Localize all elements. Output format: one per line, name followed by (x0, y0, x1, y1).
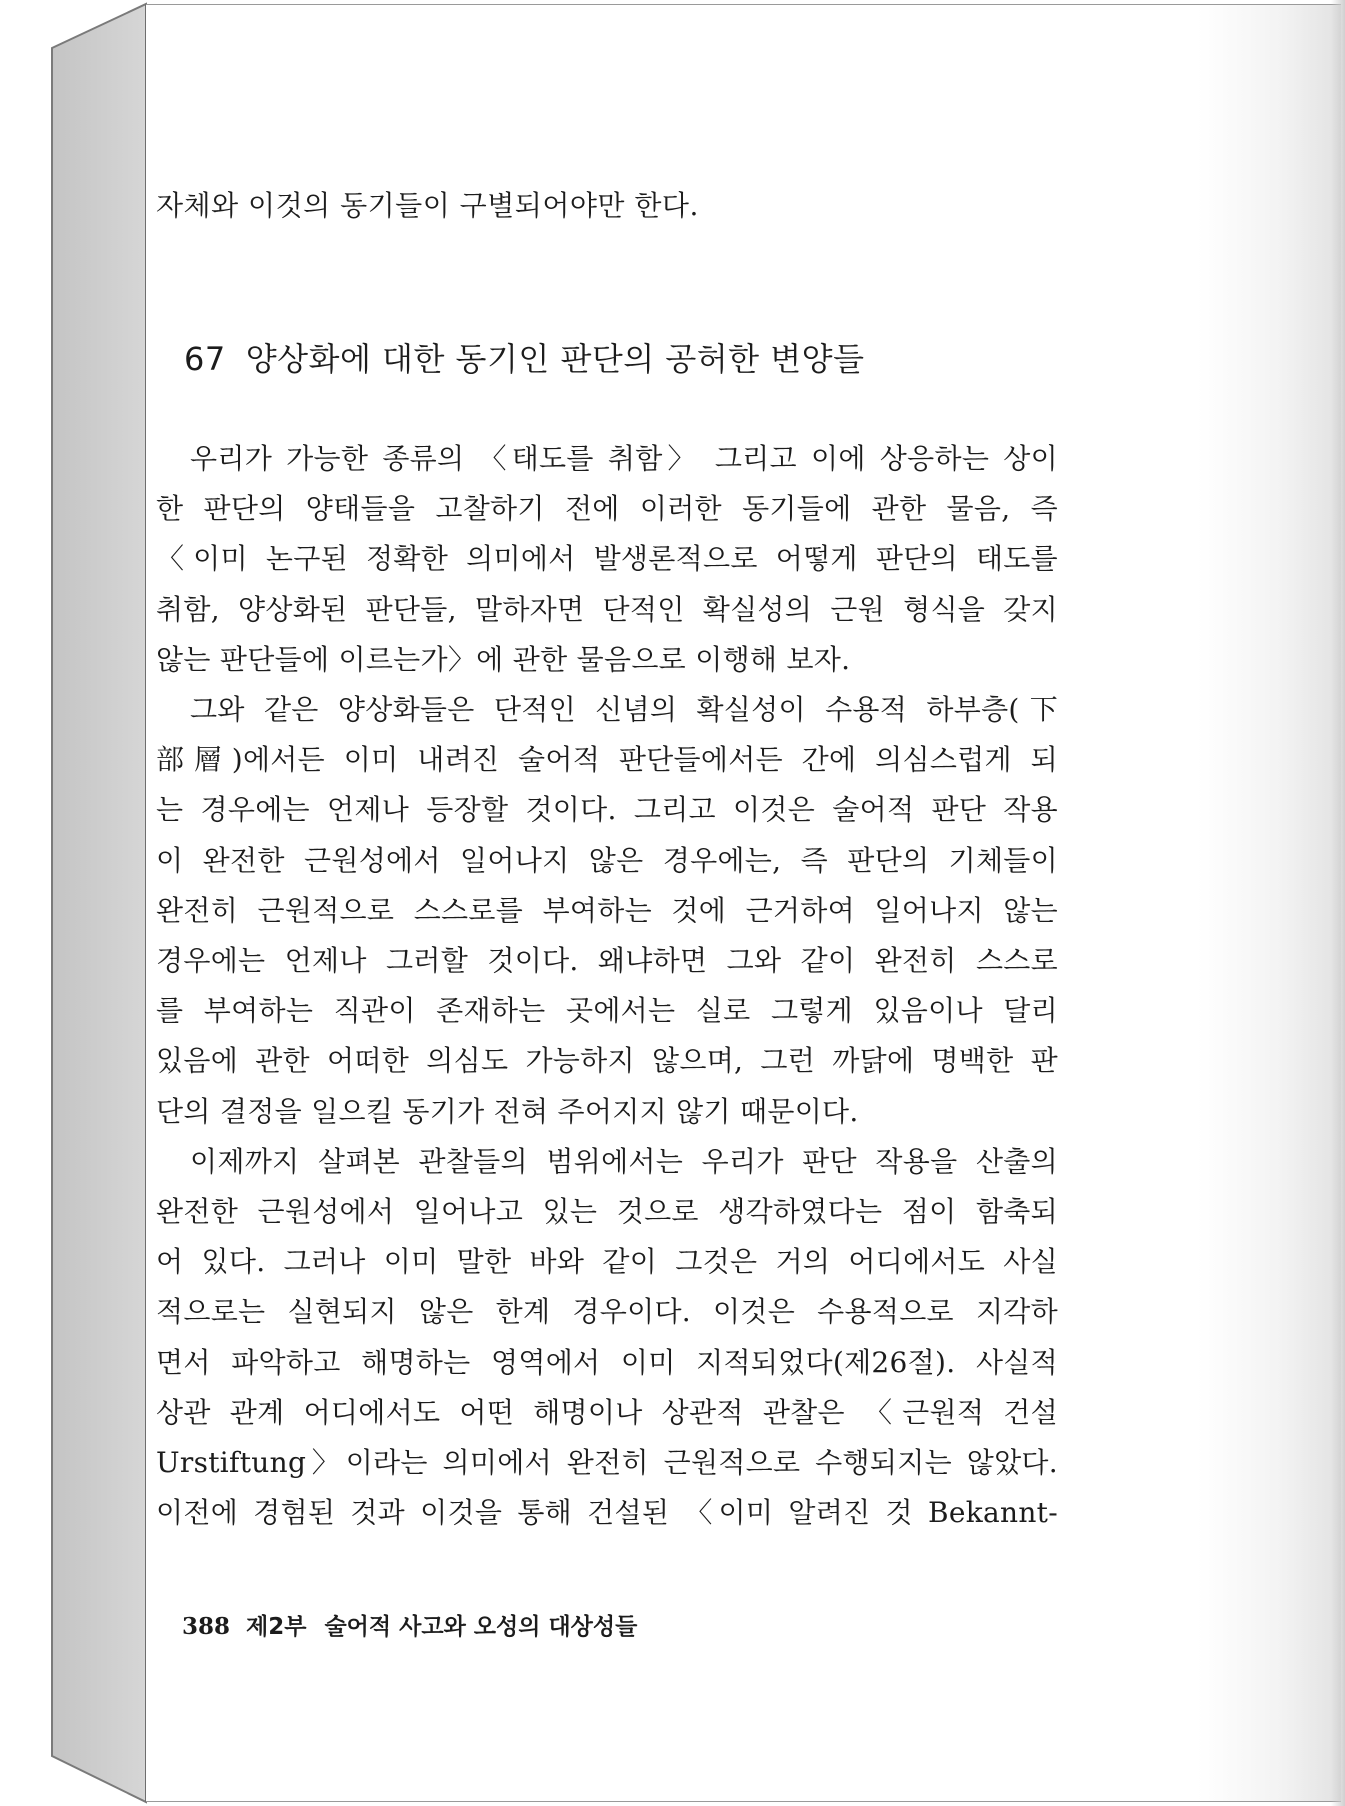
text-line: 우리가 가능한 종류의 〈태도를 취함〉 그리고 이에 상응하는 상이 (190, 442, 1058, 475)
text-line: 않는 판단들에 이르는가〉에 관한 물음으로 이행해 보자. (156, 642, 851, 676)
running-title: 술어적 사고와 오성의 대상성들 (324, 1614, 638, 1640)
text-line: 경우에는 언제나 그러할 것이다. 왜냐하면 그와 같이 완전히 스스로 (156, 944, 1058, 978)
paragraph-1 (156, 434, 1058, 685)
text-line: 취함, 양상화된 판단들, 말하자면 단적인 확실성의 근원 형식을 갖지 (156, 592, 1058, 626)
section-heading (184, 337, 1064, 381)
text-line: 완전히 근원적으로 스스로를 부여하는 것에 근거하여 일어나지 않는 (156, 893, 1058, 927)
text-line: 어 있다. 그러나 이미 말한 바와 같이 그것은 거의 어디에서도 사실 (156, 1245, 1058, 1279)
text-line: 이전에 경험된 것과 이것을 통해 건설된 〈이미 알려진 것 Bekannt- (156, 1496, 1058, 1530)
lead-line: 자체와 이것의 동기들이 구별되어야만 한다. (156, 189, 699, 222)
text-line: 상관 관계 어디에서도 어떤 해명이나 상관적 관찰은 〈근원적 건설 (156, 1395, 1058, 1429)
text-line: 한 판단의 양태들을 고찰하기 전에 이러한 동기들에 관한 물음, 즉 (156, 492, 1058, 526)
text-line: 단의 결정을 일으킬 동기가 전혀 주어지지 않기 때문이다. (156, 1094, 859, 1128)
paragraph-2 (156, 685, 1058, 1137)
text-line: 완전한 근원성에서 일어나고 있는 것으로 생각하였다는 점이 함축되 (156, 1195, 1058, 1229)
text-line: 있음에 관한 어떠한 의심도 가능하지 않으며, 그런 까닭에 명백한 판 (156, 1044, 1058, 1078)
text-line: 〈이미 논구된 정확한 의미에서 발생론적으로 어떻게 판단의 태도를 (156, 542, 1058, 576)
page-footer (182, 1612, 637, 1642)
text-line: 그와 같은 양상화들은 단적인 신념의 확실성이 수용적 하부층(下 (190, 693, 1058, 727)
part-label: 제2부 (246, 1614, 307, 1640)
text-line: 면서 파악하고 해명하는 영역에서 이미 지적되었다(제26절). 사실적 (156, 1345, 1058, 1379)
text-line: 를 부여하는 직관이 존재하는 곳에서는 실로 그렇게 있음이나 달리 (156, 994, 1058, 1028)
paragraph-3 (156, 1137, 1058, 1539)
text-line: 는 경우에는 언제나 등장할 것이다. 그리고 이것은 술어적 판단 작용 (156, 793, 1058, 827)
text-line: 이제까지 살펴본 관찰들의 범위에서는 우리가 판단 작용을 산출의 (190, 1144, 1058, 1178)
page-edge-shadow (1331, 0, 1345, 1806)
section-number: 67 (184, 340, 226, 378)
text-line: 이 완전한 근원성에서 일어나지 않은 경우에는, 즉 판단의 기체들이 (156, 843, 1058, 877)
section-title: 양상화에 대한 동기인 판단의 공허한 변양들 (245, 340, 865, 378)
text-line: 적으로는 실현되지 않은 한계 경우이다. 이것은 수용적으로 지각하 (156, 1295, 1058, 1329)
text-line: Urstiftung〉이라는 의미에서 완전히 근원적으로 수행되지는 않았다. (156, 1446, 1058, 1480)
text-line: 部層)에서든 이미 내려진 술어적 판단들에서든 간에 의심스럽게 되 (156, 743, 1058, 777)
page-number: 388 (182, 1613, 231, 1640)
body-text (156, 434, 1058, 1538)
